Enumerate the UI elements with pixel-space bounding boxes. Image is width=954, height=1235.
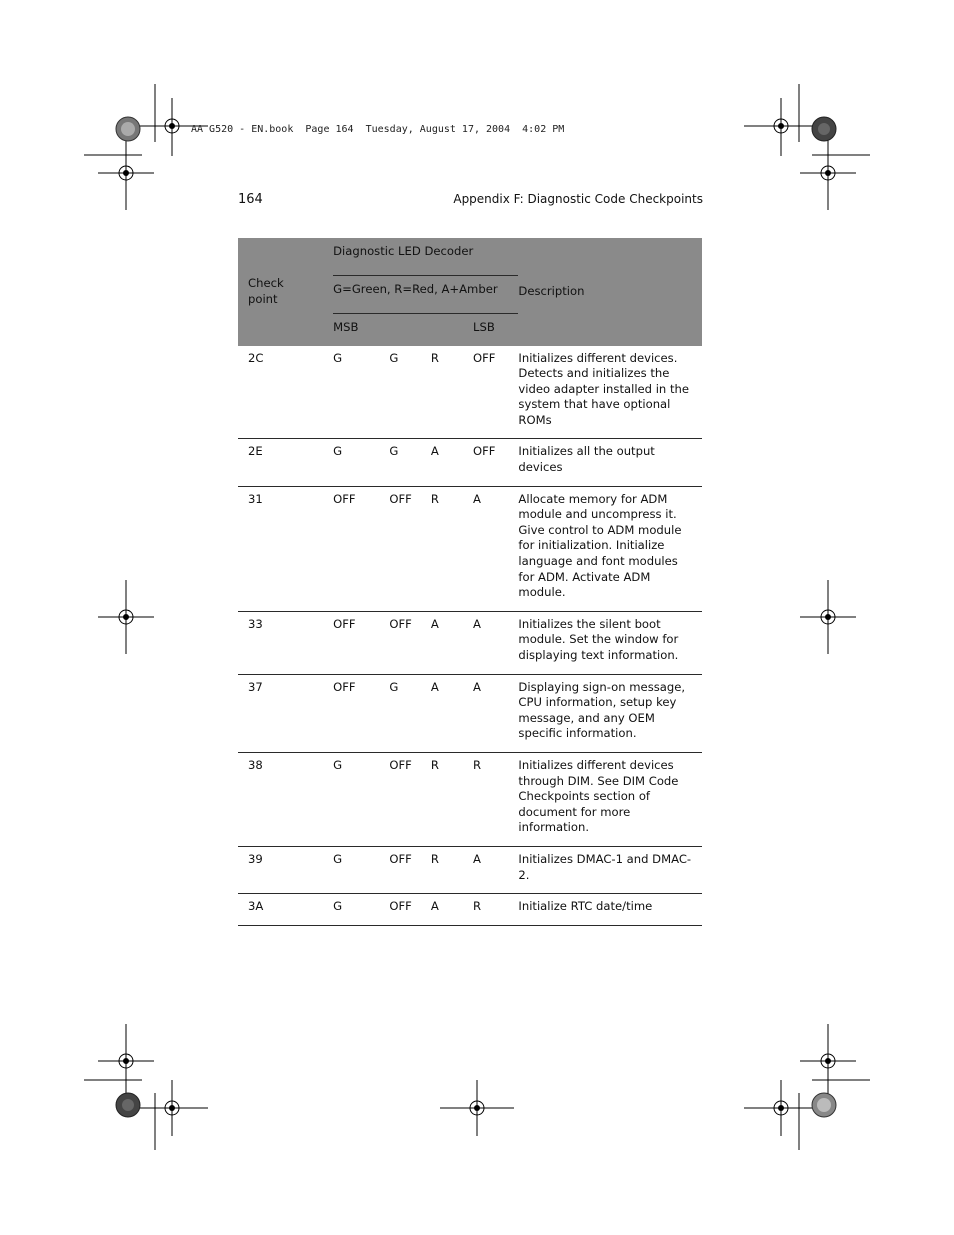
description-cell: Initializes all the output devices xyxy=(518,439,702,486)
led-cell: OFF xyxy=(333,674,389,752)
checkpoint-cell: 33 xyxy=(238,611,333,674)
led-cell: R xyxy=(431,486,473,611)
checkpoint-cell: 3A xyxy=(238,894,333,926)
led-cell: OFF xyxy=(333,486,389,611)
led-cell: G xyxy=(389,674,431,752)
checkpoint-cell: 37 xyxy=(238,674,333,752)
header-decoder: Diagnostic LED Decoder xyxy=(333,244,474,258)
checkpoint-cell: 39 xyxy=(238,846,333,893)
description-cell: Allocate memory for ADM module and uncompress it. Give control to ADM module for initialization. Initialize language and font modules for ADM. Activate ADM module. xyxy=(518,486,702,611)
table-row xyxy=(238,752,702,846)
table-row xyxy=(238,346,702,439)
led-cell: G xyxy=(389,439,431,486)
table-row xyxy=(238,846,702,893)
checkpoint-cell: 31 xyxy=(238,486,333,611)
led-cell: G xyxy=(389,346,431,439)
header-description: Description xyxy=(518,283,585,298)
led-cell: R xyxy=(431,752,473,846)
description-cell: Initializes DMAC-1 and DMAC-2. xyxy=(518,846,702,893)
led-cell: R xyxy=(431,846,473,893)
table-row xyxy=(238,894,702,926)
header-msb: MSB xyxy=(333,320,359,334)
led-cell: R xyxy=(473,752,518,846)
led-cell: OFF xyxy=(389,752,431,846)
led-cell: OFF xyxy=(389,846,431,893)
led-cell: OFF xyxy=(333,611,389,674)
led-cell: R xyxy=(431,346,473,439)
led-cell: OFF xyxy=(389,611,431,674)
led-cell: G xyxy=(333,439,389,486)
checkpoint-cell: 2E xyxy=(238,439,333,486)
led-cell: OFF xyxy=(389,894,431,926)
table-row xyxy=(238,439,702,486)
led-cell: OFF xyxy=(473,439,518,486)
led-cell: A xyxy=(431,439,473,486)
led-cell: A xyxy=(473,611,518,674)
led-cell: OFF xyxy=(389,486,431,611)
led-cell: A xyxy=(431,611,473,674)
led-cell: A xyxy=(473,486,518,611)
description-cell: Initializes different devices. Detects and initializes the video adapter installed in the system that have optional ROMs xyxy=(518,346,702,439)
table-row xyxy=(238,486,702,611)
checkpoint-cell: 2C xyxy=(238,346,333,439)
page-number: 164 xyxy=(238,192,263,207)
header-checkpoint: Check point xyxy=(248,276,284,306)
header-legend: G=Green, R=Red, A+Amber xyxy=(333,282,498,296)
led-cell: A xyxy=(473,674,518,752)
table-row xyxy=(238,611,702,674)
led-cell: A xyxy=(473,846,518,893)
checkpoint-cell: 38 xyxy=(238,752,333,846)
description-cell: Initializes different devices through DIM. See DIM Code Checkpoints section of document for more information. xyxy=(518,752,702,846)
led-cell: R xyxy=(473,894,518,926)
description-cell: Initializes the silent boot module. Set the window for displaying text information. xyxy=(518,611,702,674)
led-cell: A xyxy=(431,674,473,752)
print-slug: AA G520 - EN.book Page 164 Tuesday, August 17, 2004 4:02 PM xyxy=(191,124,565,135)
led-cell: G xyxy=(333,752,389,846)
header-lsb: LSB xyxy=(473,320,495,334)
header-row-decoder xyxy=(238,238,702,276)
description-cell: Displaying sign-on message, CPU information, setup key message, and any OEM specific information. xyxy=(518,674,702,752)
led-cell: OFF xyxy=(473,346,518,439)
led-cell: A xyxy=(431,894,473,926)
running-title: Appendix F: Diagnostic Code Checkpoints xyxy=(453,192,703,206)
led-cell: G xyxy=(333,846,389,893)
description-cell: Initialize RTC date/time xyxy=(518,894,702,926)
diagnostic-checkpoint-table xyxy=(238,238,702,926)
led-cell: G xyxy=(333,894,389,926)
table-row xyxy=(238,674,702,752)
led-cell: G xyxy=(333,346,389,439)
